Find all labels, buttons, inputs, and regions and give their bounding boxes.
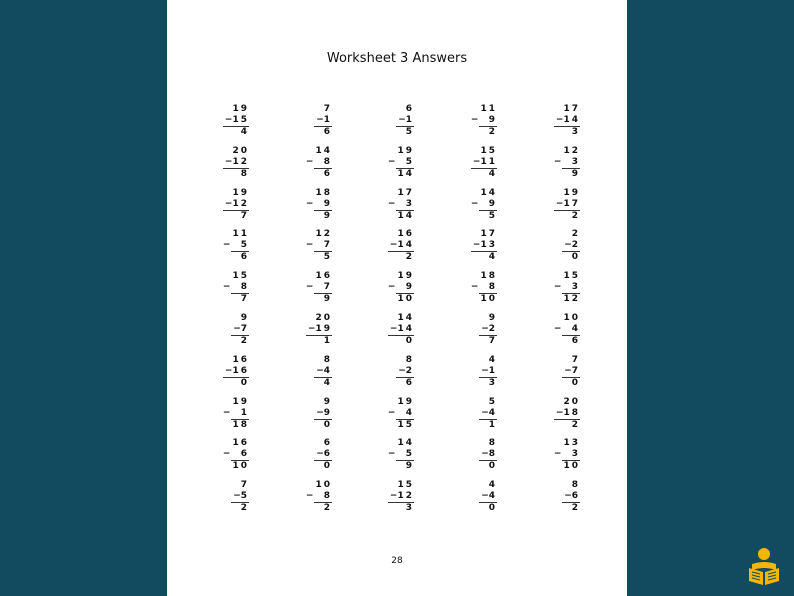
minuend: 19 [232, 104, 249, 114]
minus-sign: − [222, 282, 231, 293]
problem [374, 104, 414, 138]
answer: 7 [240, 294, 249, 305]
minus-sign: − [481, 449, 489, 460]
problem [209, 355, 249, 389]
subtrahend: −2 [564, 240, 580, 251]
subtrahend: −1 [398, 115, 414, 125]
answer: 0 [323, 461, 332, 472]
subtrahend: −13 [472, 240, 497, 251]
answer: 7 [488, 336, 497, 346]
problem [209, 480, 249, 514]
answer: 2 [323, 503, 332, 514]
subtrahend: −1 [316, 115, 332, 125]
problem [374, 355, 414, 389]
minuend: 6 [323, 438, 332, 449]
minuend: 10 [563, 313, 580, 323]
reading-child-icon [746, 546, 782, 586]
subtrahend: −14 [389, 324, 414, 334]
problem [374, 271, 414, 305]
answer: 5 [488, 210, 497, 221]
minuend: 7 [323, 104, 332, 114]
answer: 10 [563, 461, 580, 472]
minuend: 16 [232, 354, 249, 365]
problem-grid [167, 104, 627, 524]
minus-sign: − [222, 407, 231, 418]
minuend: 8 [571, 480, 580, 491]
subtrahend: − 3 [553, 282, 580, 293]
subtrahend: − 1 [222, 407, 249, 418]
minuend: 14 [480, 187, 497, 198]
problem [540, 104, 580, 138]
answer: 6 [323, 168, 332, 179]
minuend: 16 [315, 271, 332, 282]
worksheet-page [167, 0, 627, 596]
minuend: 19 [397, 145, 414, 156]
minuend: 11 [232, 229, 249, 240]
answer: 1 [488, 419, 497, 430]
answer: 10 [232, 461, 249, 472]
minuend: 4 [488, 480, 497, 491]
minus-sign: − [470, 115, 479, 125]
minus-sign: − [553, 324, 562, 334]
minuend: 19 [563, 187, 580, 198]
minus-sign: − [233, 324, 241, 334]
minuend: 11 [480, 104, 497, 114]
minus-sign: − [553, 282, 562, 293]
answer: 5 [405, 127, 414, 137]
subtrahend: −16 [224, 365, 249, 376]
minus-sign: − [472, 240, 481, 251]
subtrahend: − 8 [470, 282, 497, 293]
answer: 4 [240, 127, 249, 137]
minus-sign: − [316, 365, 324, 376]
answer: 3 [488, 377, 497, 388]
answer: 9 [571, 168, 580, 179]
problem [374, 480, 414, 514]
minuend: 18 [315, 187, 332, 198]
subtrahend: − 7 [305, 240, 332, 251]
minus-sign: − [555, 407, 564, 418]
subtrahend: −4 [316, 365, 332, 376]
answer: 6 [405, 377, 414, 388]
minuend: 19 [232, 187, 249, 198]
subtrahend: − 4 [553, 324, 580, 334]
answer: 2 [240, 336, 249, 346]
answer: 8 [240, 168, 249, 179]
subtrahend: −7 [564, 365, 580, 376]
subtrahend: − 3 [387, 198, 414, 209]
minuend: 17 [563, 104, 580, 114]
minus-sign: − [387, 449, 396, 460]
minus-sign: − [387, 198, 396, 209]
problem [292, 480, 332, 514]
subtrahend: −7 [233, 324, 249, 334]
subtrahend: −18 [555, 407, 580, 418]
minuend: 14 [315, 145, 332, 156]
minus-sign: − [316, 407, 324, 418]
problem [374, 188, 414, 222]
problem [540, 397, 580, 431]
answer: 3 [571, 127, 580, 137]
answer: 6 [323, 127, 332, 137]
answer: 4 [323, 377, 332, 388]
problem [292, 229, 332, 263]
minus-sign: − [316, 115, 324, 125]
minus-sign: − [398, 115, 406, 125]
minuend: 6 [405, 104, 414, 114]
subtrahend: −11 [472, 156, 497, 167]
answer: 1 [323, 336, 332, 346]
answer: 2 [488, 127, 497, 137]
minuend: 15 [563, 271, 580, 282]
minus-sign: − [305, 240, 314, 251]
problem [374, 229, 414, 263]
minuend: 12 [315, 229, 332, 240]
minuend: 19 [232, 396, 249, 407]
subtrahend: − 8 [222, 282, 249, 293]
minus-sign: − [305, 198, 314, 209]
problem [457, 188, 497, 222]
minuend: 15 [480, 145, 497, 156]
problem [292, 146, 332, 180]
problem [292, 188, 332, 222]
minus-sign: − [553, 156, 562, 167]
minus-sign: − [481, 491, 489, 502]
minus-sign: − [389, 491, 398, 502]
answer: 2 [405, 252, 414, 263]
answer: 0 [571, 252, 580, 263]
subtrahend: − 9 [470, 115, 497, 125]
minuend: 15 [232, 271, 249, 282]
minuend: 5 [488, 396, 497, 407]
answer: 0 [323, 419, 332, 430]
problem [457, 480, 497, 514]
minuend: 8 [488, 438, 497, 449]
minus-sign: − [224, 115, 233, 125]
minuend: 20 [563, 396, 580, 407]
answer: 7 [240, 210, 249, 221]
subtrahend: −2 [481, 324, 497, 334]
problem [540, 229, 580, 263]
minuend: 17 [480, 229, 497, 240]
answer: 0 [405, 336, 414, 346]
minus-sign: − [398, 365, 406, 376]
minuend: 19 [397, 271, 414, 282]
minus-sign: − [224, 198, 233, 209]
problem [209, 313, 249, 347]
subtrahend: −5 [233, 491, 249, 502]
subtrahend: − 8 [305, 491, 332, 502]
minuend: 10 [315, 480, 332, 491]
minus-sign: − [470, 282, 479, 293]
problem [292, 397, 332, 431]
minus-sign: − [387, 282, 396, 293]
problem [374, 146, 414, 180]
minus-sign: − [553, 449, 562, 460]
answer: 2 [571, 503, 580, 514]
answer: 0 [488, 461, 497, 472]
minus-sign: − [555, 198, 564, 209]
problem [292, 438, 332, 472]
minus-sign: − [222, 449, 231, 460]
subtrahend: −4 [481, 491, 497, 502]
problem [209, 229, 249, 263]
minuend: 18 [480, 271, 497, 282]
problem [374, 313, 414, 347]
subtrahend: −12 [224, 198, 249, 209]
problem [209, 104, 249, 138]
problem [540, 271, 580, 305]
subtrahend: − 9 [305, 198, 332, 209]
minus-sign: − [481, 324, 489, 334]
minus-sign: − [470, 198, 479, 209]
minuend: 15 [397, 480, 414, 491]
minus-sign: − [564, 240, 572, 251]
problem [374, 397, 414, 431]
problem [540, 480, 580, 514]
minus-sign: − [305, 491, 314, 502]
minuend: 9 [488, 313, 497, 323]
subtrahend: −12 [389, 491, 414, 502]
minus-sign: − [224, 156, 233, 167]
problem [374, 438, 414, 472]
answer: 9 [405, 461, 414, 472]
subtrahend: − 7 [305, 282, 332, 293]
answer: 15 [397, 419, 414, 430]
problem [209, 188, 249, 222]
subtrahend: −12 [224, 156, 249, 167]
minuend: 17 [397, 187, 414, 198]
problem [457, 271, 497, 305]
answer: 4 [488, 168, 497, 179]
subtrahend: − 5 [387, 156, 414, 167]
page-title: Worksheet 3 Answers [326, 51, 468, 66]
problem [292, 271, 332, 305]
minus-sign: − [389, 240, 398, 251]
answer: 9 [323, 210, 332, 221]
minuend: 16 [397, 229, 414, 240]
minus-sign: − [305, 156, 314, 167]
answer: 6 [571, 336, 580, 346]
minuend: 20 [232, 145, 249, 156]
minuend: 12 [563, 145, 580, 156]
subtrahend: −17 [555, 198, 580, 209]
minuend: 7 [571, 354, 580, 365]
minuend: 14 [397, 313, 414, 323]
answer: 10 [480, 294, 497, 305]
minuend: 16 [232, 438, 249, 449]
problem [540, 313, 580, 347]
problem [457, 397, 497, 431]
subtrahend: −2 [398, 365, 414, 376]
subtrahend: −6 [316, 449, 332, 460]
minuend: 19 [397, 396, 414, 407]
problem [209, 146, 249, 180]
subtrahend: − 3 [553, 449, 580, 460]
minus-sign: − [224, 365, 233, 376]
problem [540, 188, 580, 222]
problem [457, 104, 497, 138]
minus-sign: − [555, 115, 564, 125]
answer: 2 [240, 503, 249, 514]
problem [457, 313, 497, 347]
minus-sign: − [564, 365, 572, 376]
problem [457, 229, 497, 263]
subtrahend: −14 [555, 115, 580, 125]
minuend: 9 [240, 313, 249, 323]
answer: 12 [563, 294, 580, 305]
subtrahend: − 8 [305, 156, 332, 167]
answer: 6 [240, 252, 249, 263]
minus-sign: − [307, 324, 316, 334]
answer: 14 [397, 168, 414, 179]
answer: 10 [397, 294, 414, 305]
answer: 0 [240, 377, 249, 388]
subtrahend: −15 [224, 115, 249, 125]
minus-sign: − [564, 491, 572, 502]
subtrahend: − 9 [470, 198, 497, 209]
answer: 18 [232, 419, 249, 430]
subtrahend: − 6 [222, 449, 249, 460]
subtrahend: −8 [481, 449, 497, 460]
problem [457, 146, 497, 180]
answer: 2 [571, 419, 580, 430]
minus-sign: − [316, 449, 324, 460]
answer: 3 [405, 503, 414, 514]
subtrahend: −14 [389, 240, 414, 251]
subtrahend: −9 [316, 407, 332, 418]
subtrahend: − 9 [387, 282, 414, 293]
minus-sign: − [222, 240, 231, 251]
minuend: 20 [315, 313, 332, 323]
minuend: 8 [323, 354, 332, 365]
problem [209, 271, 249, 305]
problem [292, 355, 332, 389]
answer: 0 [488, 503, 497, 514]
minuend: 7 [240, 480, 249, 491]
answer: 0 [571, 377, 580, 388]
minus-sign: − [472, 156, 481, 167]
problem [292, 104, 332, 138]
problem [292, 313, 332, 347]
problem [540, 438, 580, 472]
minus-sign: − [481, 407, 489, 418]
minus-sign: − [481, 365, 489, 376]
subtrahend: −19 [307, 324, 332, 334]
minuend: 4 [488, 354, 497, 365]
minuend: 14 [397, 438, 414, 449]
subtrahend: −4 [481, 407, 497, 418]
subtrahend: − 3 [553, 156, 580, 167]
problem [457, 355, 497, 389]
minuend: 13 [563, 438, 580, 449]
problem [540, 355, 580, 389]
minuend: 9 [323, 396, 332, 407]
minus-sign: − [387, 156, 396, 167]
minuend: 8 [405, 354, 414, 365]
answer: 9 [323, 294, 332, 305]
minus-sign: − [387, 407, 396, 418]
problem [457, 438, 497, 472]
answer: 2 [571, 210, 580, 221]
subtrahend: − 5 [222, 240, 249, 251]
answer: 5 [323, 252, 332, 263]
minus-sign: − [389, 324, 398, 334]
answer: 4 [488, 252, 497, 263]
problem [209, 438, 249, 472]
minus-sign: − [305, 282, 314, 293]
subtrahend: − 4 [387, 407, 414, 418]
subtrahend: −1 [481, 365, 497, 376]
minus-sign: − [233, 491, 241, 502]
subtrahend: − 5 [387, 449, 414, 460]
answer: 14 [397, 210, 414, 221]
page-number: 28 [391, 556, 403, 566]
minuend: 2 [571, 229, 580, 240]
problem [540, 146, 580, 180]
subtrahend: −6 [564, 491, 580, 502]
problem [209, 397, 249, 431]
